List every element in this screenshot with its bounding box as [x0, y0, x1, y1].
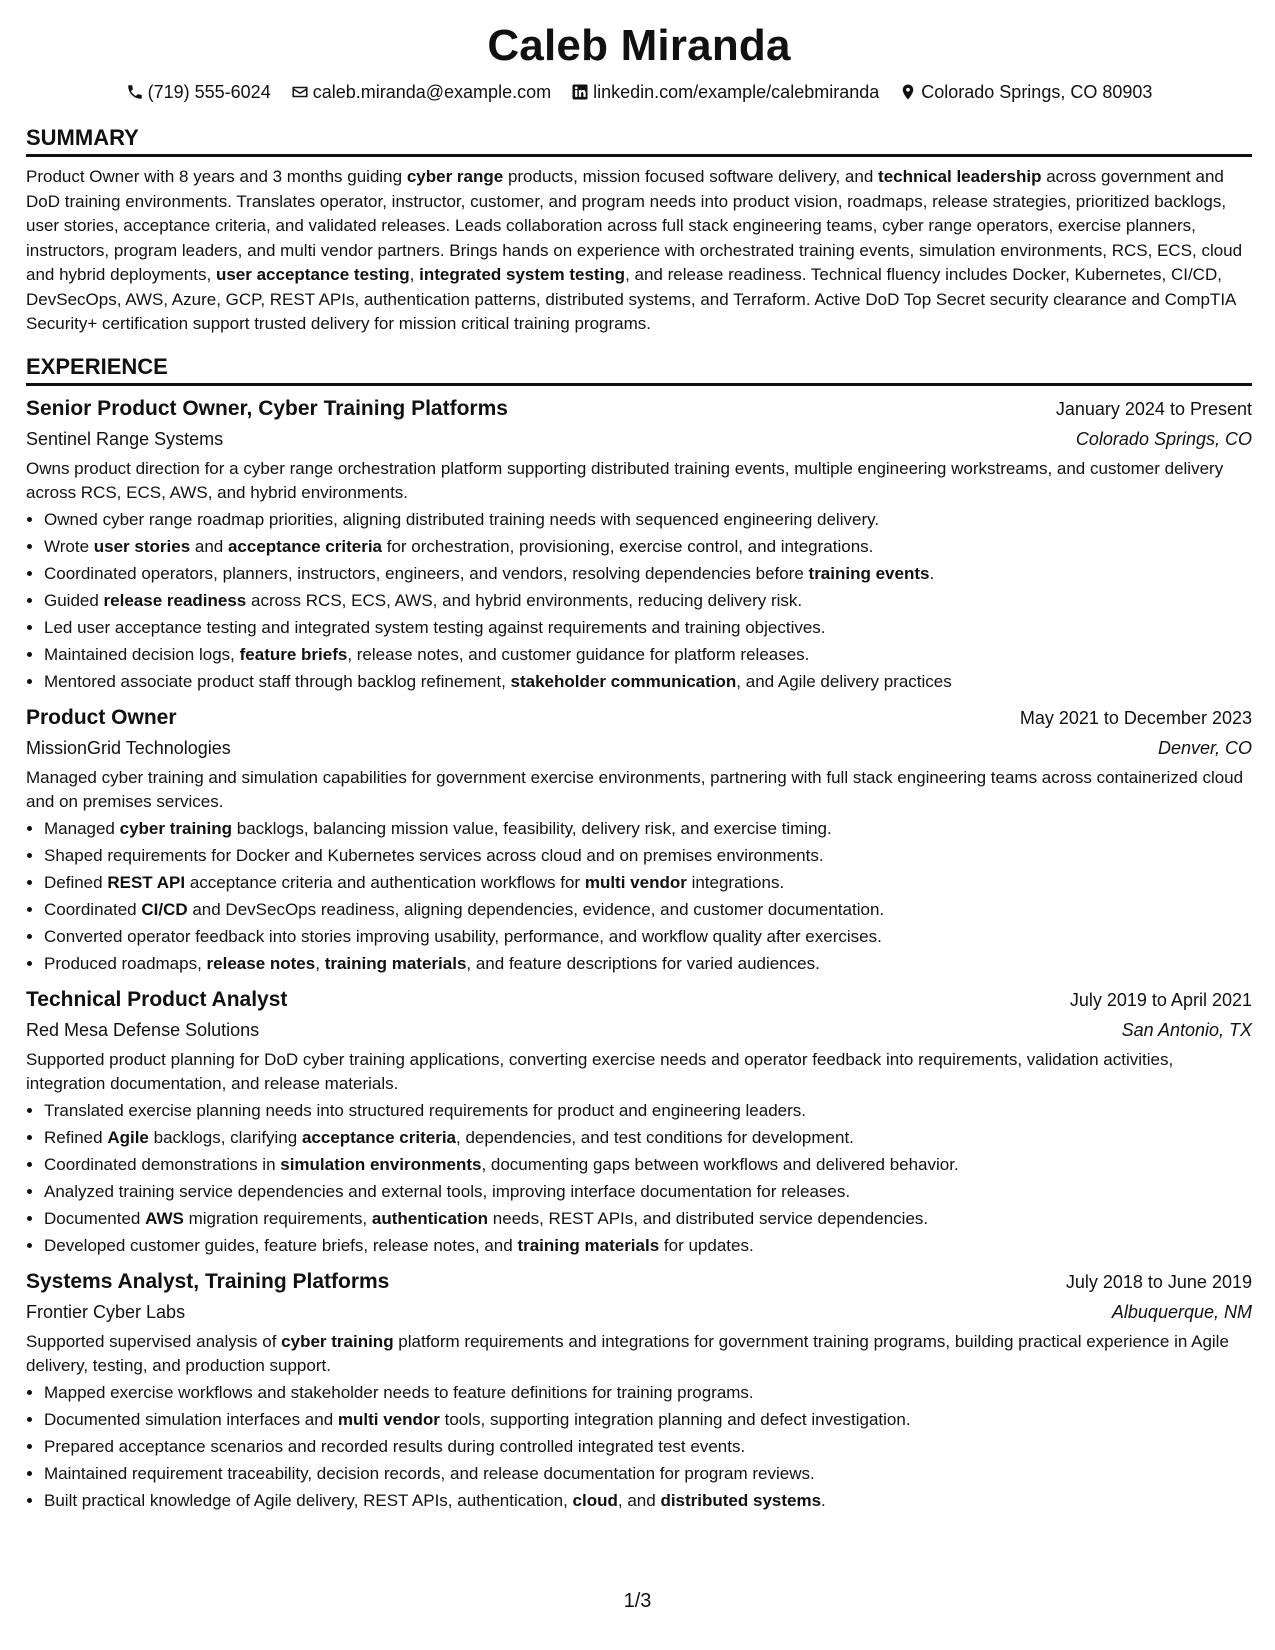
text-segment: Refined	[44, 1127, 108, 1147]
job-header	[26, 1267, 1252, 1297]
emphasis-text: technical leadership	[878, 167, 1042, 186]
text-segment: , documenting gaps between workflows and delivered behavior.	[481, 1154, 959, 1174]
emphasis-text: AWS	[145, 1208, 184, 1228]
contact-phone	[126, 80, 271, 104]
text-segment: integrations.	[686, 872, 785, 892]
phone-text: (719) 555-6024	[147, 82, 271, 102]
text-segment: migration requirements,	[183, 1208, 372, 1228]
emphasis-text: acceptance criteria	[301, 1127, 457, 1147]
company-name: Frontier Cyber Labs	[26, 1301, 186, 1322]
job-location: Denver, CO	[1157, 737, 1252, 758]
envelope-icon	[291, 83, 309, 101]
text-segment: platform requirements and integrations for government training programs, building practical experience in Agile delivery, testing, and production support.	[26, 1331, 1229, 1375]
text-segment: Converted operator feedback into stories improving usability, performance, and workflow quality after exercises.	[44, 926, 882, 946]
job-entry	[26, 1267, 1252, 1514]
bullet-item	[44, 1097, 1252, 1124]
text-segment: needs, REST APIs, and distributed service dependencies.	[488, 1208, 929, 1228]
page-number: 1/3	[623, 1590, 652, 1612]
emphasis-text: release readiness	[103, 590, 247, 610]
job-bullets	[26, 1097, 1252, 1259]
job-title: Senior Product Owner, Cyber Training Platforms	[26, 396, 508, 420]
text-segment: across RCS, ECS, AWS, and hybrid environments, reducing delivery risk.	[246, 590, 803, 610]
text-segment: Wrote	[44, 536, 94, 556]
summary-text	[26, 165, 1252, 337]
job-dates: July 2018 to June 2019	[1065, 1271, 1252, 1292]
bullet-item	[44, 1232, 1252, 1259]
job-description: Owns product direction for a cyber range orchestration platform supporting distributed training events, multiple engineering workstreams, and customer delivery across RCS, ECS, AWS, and hybrid environments.	[26, 458, 1224, 502]
job-bullets	[26, 506, 1252, 695]
linkedin-icon	[571, 83, 589, 101]
text-segment: for updates.	[659, 1235, 754, 1255]
contact-location	[899, 80, 1152, 104]
contact-bar	[26, 80, 1252, 104]
text-segment: , dependencies, and test conditions for development.	[456, 1127, 854, 1147]
bullet-item	[44, 815, 1252, 842]
job-entry	[26, 394, 1252, 695]
bullet-item	[44, 1178, 1252, 1205]
experience-heading: EXPERIENCE	[26, 353, 1252, 386]
job-description: Managed cyber training and simulation capabilities for government exercise environments, partnering with full stack engineering teams across containerized cloud and on premises services.	[26, 767, 1244, 811]
job-bullets	[26, 1379, 1252, 1514]
bullet-item	[44, 1460, 1252, 1487]
text-segment: Led user acceptance testing and integrated system testing against requirements and training objectives.	[44, 617, 826, 637]
text-segment: Coordinated demonstrations in	[44, 1154, 281, 1174]
job-header	[26, 985, 1252, 1015]
emphasis-text: simulation environments	[280, 1154, 482, 1174]
text-segment: Supported supervised analysis of	[26, 1331, 282, 1351]
text-segment: Analyzed training service dependencies and external tools, improving interface documentation for releases.	[44, 1181, 851, 1201]
emphasis-text: cyber training	[281, 1331, 394, 1351]
emphasis-text: cyber range	[406, 167, 504, 186]
job-entry	[26, 703, 1252, 977]
text-segment: , and	[617, 1490, 661, 1510]
text-segment: Produced roadmaps,	[44, 953, 207, 973]
bullet-item	[44, 869, 1252, 896]
job-subheader	[26, 1297, 1252, 1327]
emphasis-text: cyber training	[119, 818, 233, 838]
text-segment: .	[821, 1490, 826, 1510]
text-segment: ,	[315, 953, 325, 973]
text-segment: Documented	[44, 1208, 146, 1228]
company-name: Red Mesa Defense Solutions	[26, 1019, 260, 1040]
bullet-item	[44, 614, 1252, 641]
job-title: Technical Product Analyst	[26, 987, 288, 1011]
text-segment: Built practical knowledge of Agile delivery, REST APIs, authentication,	[44, 1490, 573, 1510]
text-segment: for orchestration, provisioning, exercise control, and integrations.	[382, 536, 874, 556]
emphasis-text: REST API	[107, 872, 186, 892]
bullet-item	[44, 587, 1252, 614]
text-segment: , and feature descriptions for varied audiences.	[466, 953, 820, 973]
bullet-item	[44, 560, 1252, 587]
job-location: Colorado Springs, CO	[1075, 428, 1252, 449]
text-segment: , and release readiness. Technical fluency includes Docker, Kubernetes, CI/CD, DevSecOps, AWS, Azure, GCP, REST APIs, authentication patterns, distributed systems, and Terraform. Active DoD Top Secret security clearance and CompTIA Security+ certification support trusted delivery for mission critical training programs.	[26, 265, 1236, 333]
job-bullets	[26, 815, 1252, 977]
emphasis-text: training materials	[517, 1235, 660, 1255]
location-text: Colorado Springs, CO 80903	[921, 82, 1153, 102]
text-segment: and DevSecOps readiness, aligning dependencies, evidence, and customer documentation.	[187, 899, 885, 919]
phone-icon	[126, 83, 144, 101]
text-segment: Mapped exercise workflows and stakeholder needs to feature definitions for training programs.	[44, 1382, 754, 1402]
text-segment: Defined	[44, 872, 108, 892]
emphasis-text: stakeholder communication	[510, 671, 737, 691]
job-header	[26, 394, 1252, 424]
emphasis-text: multi vendor	[584, 872, 687, 892]
linkedin-link[interactable]: linkedin.com/example/calebmiranda	[593, 82, 880, 102]
bullet-item	[44, 1379, 1252, 1406]
experience-list	[26, 394, 1252, 1514]
job-title: Systems Analyst, Training Platforms	[26, 1269, 390, 1293]
bullet-item	[44, 950, 1252, 977]
job-subheader	[26, 733, 1252, 763]
text-segment: backlogs, clarifying	[148, 1127, 302, 1147]
bullet-item	[44, 1151, 1252, 1178]
bullet-item	[44, 641, 1252, 668]
job-entry	[26, 985, 1252, 1259]
text-segment: acceptance criteria and authentication workflows for	[185, 872, 585, 892]
job-location: Albuquerque, NM	[1111, 1301, 1252, 1322]
emphasis-text: user stories	[93, 536, 191, 556]
text-segment: Product Owner with 8 years and 3 months guiding	[26, 167, 407, 186]
text-segment: Coordinated	[44, 899, 142, 919]
emphasis-text: cloud	[572, 1490, 618, 1510]
text-segment: Owned cyber range roadmap priorities, aligning distributed training needs with sequenced engineering delivery.	[44, 509, 880, 529]
job-title: Product Owner	[26, 705, 177, 729]
contact-linkedin[interactable]	[571, 80, 879, 104]
text-segment: .	[929, 563, 935, 583]
job-subheader	[26, 424, 1252, 454]
job-dates: May 2021 to December 2023	[1019, 707, 1252, 728]
emphasis-text: Agile	[107, 1127, 149, 1147]
text-segment: tools, supporting integration planning and defect investigation.	[439, 1409, 911, 1429]
emphasis-text: acceptance criteria	[227, 536, 383, 556]
text-segment: , and Agile delivery practices	[736, 671, 952, 691]
emphasis-text: feature briefs	[239, 644, 348, 664]
bullet-item	[44, 668, 1252, 695]
text-segment: Prepared acceptance scenarios and recorded results during controlled integrated test events.	[44, 1436, 746, 1456]
company-name: Sentinel Range Systems	[26, 428, 224, 449]
job-header	[26, 703, 1252, 733]
job-subheader	[26, 1015, 1252, 1045]
bullet-item	[44, 533, 1252, 560]
text-segment: Maintained requirement traceability, decision records, and release documentation for program reviews.	[44, 1463, 815, 1483]
bullet-item	[44, 842, 1252, 869]
contact-email[interactable]	[291, 80, 551, 104]
email-link[interactable]: caleb.miranda@example.com	[312, 82, 552, 102]
emphasis-text: training events	[808, 563, 930, 583]
text-segment: Documented simulation interfaces and	[44, 1409, 338, 1429]
emphasis-text: distributed systems	[660, 1490, 822, 1510]
bullet-item	[44, 1433, 1252, 1460]
bullet-item	[44, 896, 1252, 923]
bullet-item	[44, 1487, 1252, 1514]
text-segment: Coordinated operators, planners, instructors, engineers, and vendors, resolving dependencies before	[44, 563, 809, 583]
bullet-item	[44, 923, 1252, 950]
text-segment: and	[190, 536, 228, 556]
job-description: Supported product planning for DoD cyber training applications, converting exercise needs and operator feedback into requirements, validation activities, integration documentation, and release materials.	[26, 1049, 1174, 1093]
emphasis-text: release notes	[206, 953, 316, 973]
bullet-item	[44, 1124, 1252, 1151]
text-segment: Managed	[44, 818, 120, 838]
bullet-item	[44, 1406, 1252, 1433]
bullet-item	[44, 506, 1252, 533]
emphasis-text: CI/CD	[141, 899, 188, 919]
company-name: MissionGrid Technologies	[26, 737, 231, 758]
text-segment: Mentored associate product staff through backlog refinement,	[44, 671, 511, 691]
text-segment: Guided	[44, 590, 104, 610]
text-segment: Developed customer guides, feature briefs, release notes, and	[44, 1235, 518, 1255]
job-location: San Antonio, TX	[1121, 1019, 1252, 1040]
job-dates: July 2019 to April 2021	[1069, 989, 1252, 1010]
text-segment: Maintained decision logs,	[44, 644, 240, 664]
text-segment: Translated exercise planning needs into structured requirements for product and engineering leaders.	[44, 1100, 806, 1120]
summary-heading: SUMMARY	[26, 124, 1252, 157]
text-segment: across government and DoD training environments. Translates operator, instructor, customer, and program needs into product vision, roadmaps, release strategies, prioritized backlogs, user stories, acceptance criteria, and validated releases. Leads collaboration across full stack engineering teams, cyber range operators, exercise planners, instructors, program leaders, and multi vendor partners. Brings hands on experience with orchestrated training events, simulation environments, RCS, ECS, cloud and hybrid deployments,	[26, 167, 1243, 284]
emphasis-text: integrated system testing	[419, 265, 626, 284]
resume-page	[26, 18, 1252, 1514]
text-segment: backlogs, balancing mission value, feasibility, delivery risk, and exercise timing.	[232, 818, 832, 838]
job-dates: January 2024 to Present	[1055, 398, 1252, 419]
text-segment: , release notes, and customer guidance for platform releases.	[347, 644, 810, 664]
text-segment: ,	[409, 265, 420, 284]
job-description	[26, 1330, 1252, 1379]
emphasis-text: user acceptance testing	[215, 265, 410, 284]
text-segment: Shaped requirements for Docker and Kubernetes services across cloud and on premises environments.	[44, 845, 824, 865]
candidate-name: Caleb Miranda	[487, 21, 791, 70]
emphasis-text: multi vendor	[337, 1409, 440, 1429]
bullet-item	[44, 1205, 1252, 1232]
emphasis-text: authentication	[371, 1208, 489, 1228]
emphasis-text: training materials	[324, 953, 467, 973]
text-segment: products, mission focused software delivery, and	[503, 167, 879, 186]
map-pin-icon	[899, 83, 917, 101]
